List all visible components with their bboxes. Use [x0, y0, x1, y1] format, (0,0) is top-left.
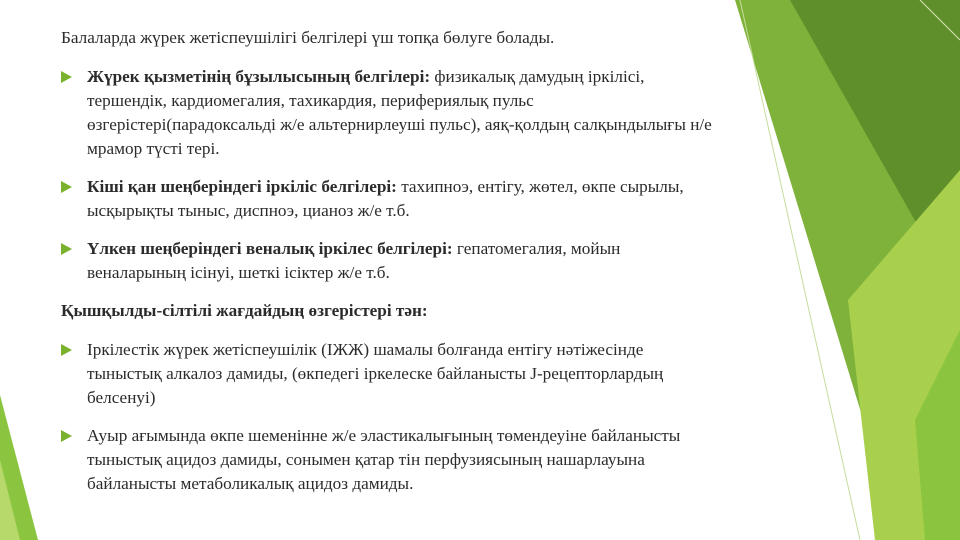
- slide-content: [61, 26, 721, 510]
- bullet-cardiac-dysfunction: [61, 65, 721, 161]
- bullet-systemic-venous-congestion: [61, 237, 721, 285]
- bullet-lead: Үлкен шеңберіндегі веналық іркілес белгілері:: [87, 239, 453, 258]
- bullet-text: Іркілестік жүрек жетіспеушілік (ІЖЖ) шамалы болғанда ентігу нәтіжесінде тыныстық алкалоз дамиды, (өкпедегі іркелеске байланысты J-рецепторлардың белсенуі): [87, 340, 664, 407]
- bullet-text: Ауыр ағымында өкпе шеменінне ж/е эластикалығының төмендеуіне байланысты тыныстық ацидоз дамиды, сонымен қатар тін перфузиясының нашарлауына байланысты метаболикалық ацидоз дамиды.: [87, 426, 681, 493]
- triangle-arrow-bullet-icon: [61, 430, 72, 442]
- bullet-acidosis: [61, 424, 721, 496]
- triangle-arrow-bullet-icon: [61, 344, 72, 356]
- bullet-text: физикалық дамудың іркілісі, тершендік, кардиомегалия, тахикардия, перифериялық пульс өзгерістері(парадоксальді ж/е альтернирлеуші пульс), аяқ-қолдың салқындылығы н/е мрамор түсті тері.: [87, 67, 712, 158]
- bullet-respiratory-alkalosis: [61, 338, 721, 410]
- bullet-pulmonary-congestion: [61, 175, 721, 223]
- bullet-lead: Кіші қан шеңберіндегі іркіліс белгілері:: [87, 177, 397, 196]
- triangle-arrow-bullet-icon: [61, 243, 72, 255]
- triangle-arrow-bullet-icon: [61, 181, 72, 193]
- bullet-lead: Жүрек қызметінің бұзылысының белгілері:: [87, 67, 431, 86]
- bullet-text: тахипноэ, ентігу, жөтел, өкпе сырылы, ысқырықты тыныс, диспноэ, цианоз ж/е т.б.: [87, 177, 684, 220]
- section-heading-acid-base: Қышқылды-сілтілі жағдайдың өзгерістері тән:: [61, 301, 428, 320]
- bullet-text: гепатомегалия, мойын веналарының ісінуі, шеткі ісіктер ж/е т.б.: [87, 239, 621, 282]
- triangle-arrow-bullet-icon: [61, 71, 72, 83]
- intro-text: Балаларда жүрек жетіспеушілігі белгілері үш топқа бөлуге болады.: [61, 28, 555, 47]
